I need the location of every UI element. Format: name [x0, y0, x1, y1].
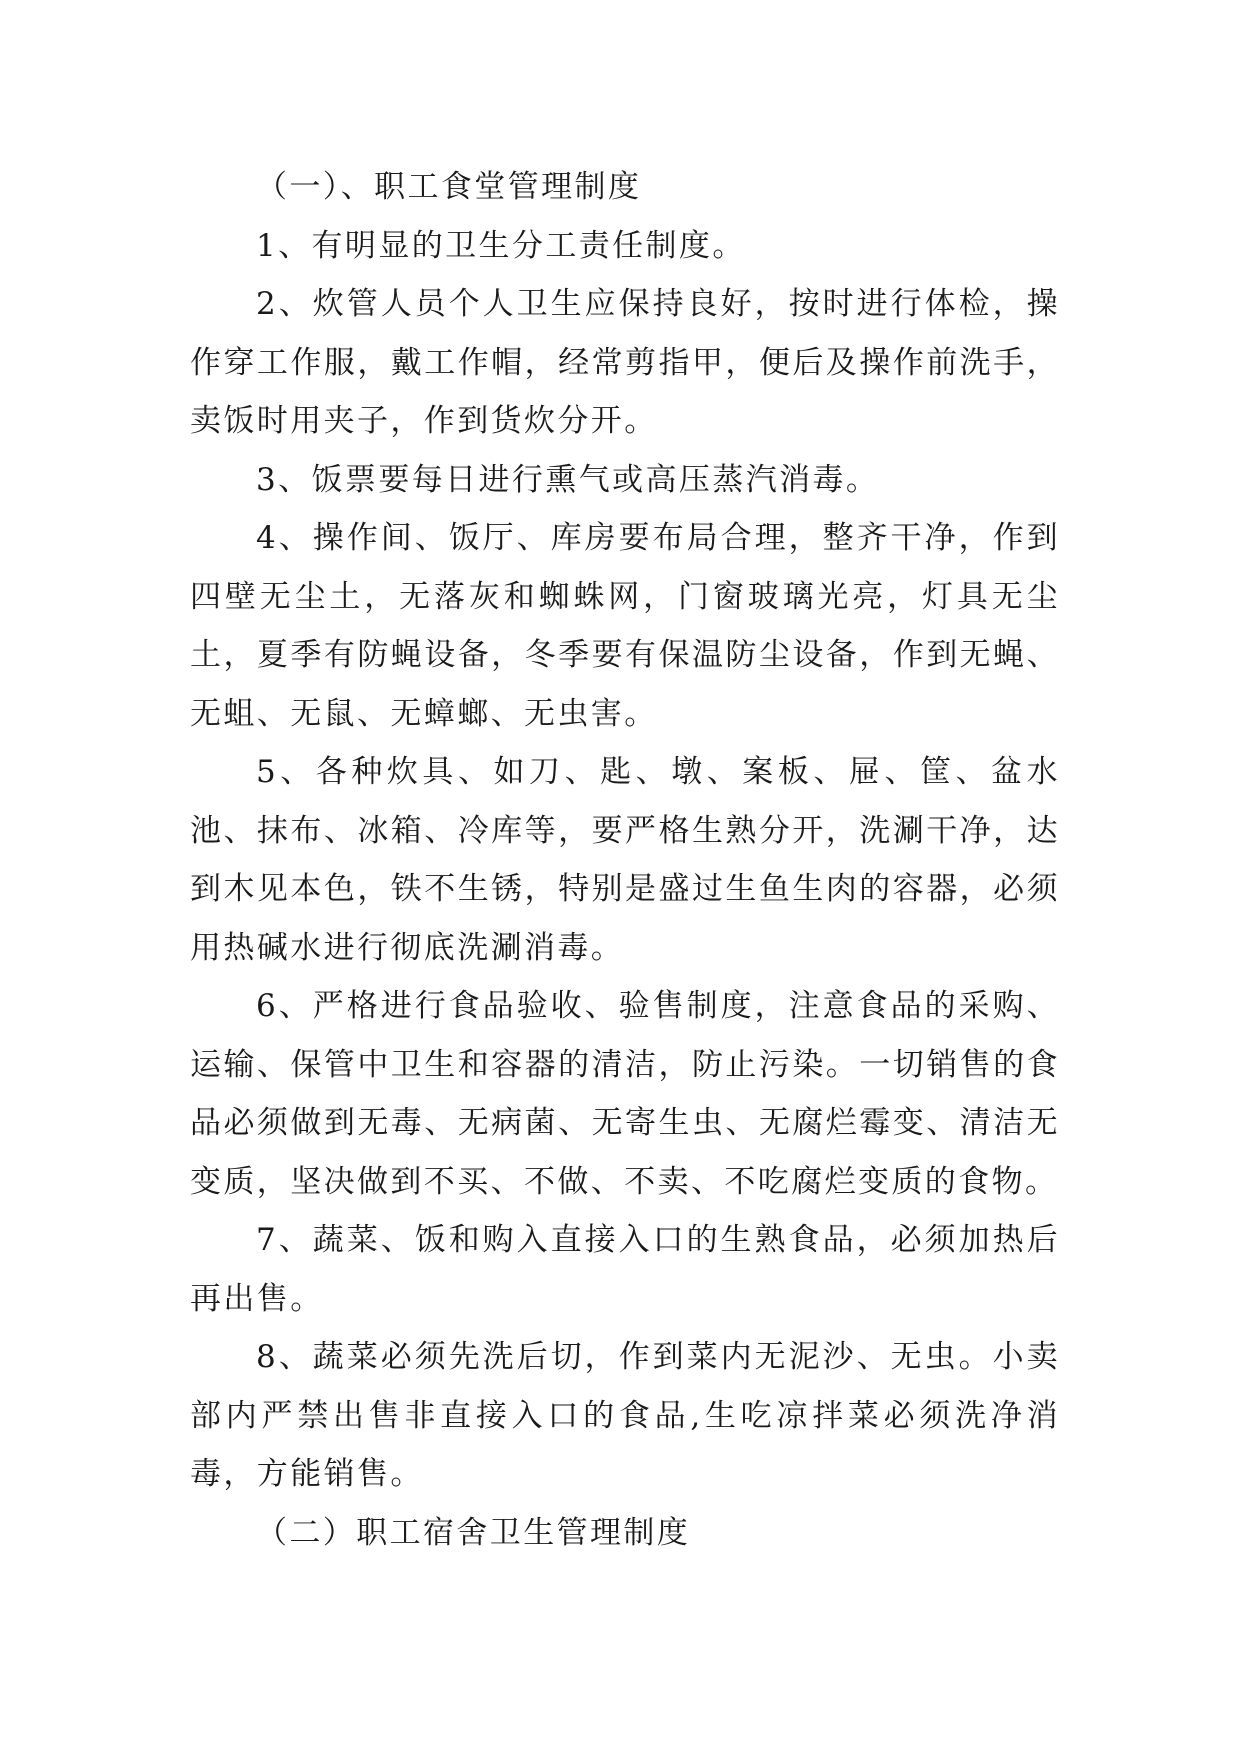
- section-heading-dormitory: （二）职工宿舍卫生管理制度: [256, 1514, 691, 1551]
- paragraph-5: 5、各种炊具、如刀、匙、墩、案板、屉、筐、盆水池、抹布、冰箱、冷库等，要严格生熟分开，洗涮干净，达到木见本色，铁不生锈，特别是盛过生鱼生肉的容器，必须用热碱水进行彻底洗涮消毒。: [190, 754, 1060, 966]
- section-heading-canteen: （一）、职工食堂管理制度: [256, 169, 642, 205]
- paragraph-4: 4、操作间、饭厅、库房要布局合理，整齐干净，作到四壁无尘土，无落灰和蜘蛛网，门窗玻璃光亮，灯具无尘土，夏季有防蝇设备，冬季要有保温防尘设备，作到无蝇、无蛆、无鼠、无蟑螂、无虫害。: [190, 520, 1060, 732]
- document-page: [190, 158, 1060, 1562]
- paragraph-6: 6、严格进行食品验收、验售制度，注意食品的采购、运输、保管中卫生和容器的清洁，防止污染。一切销售的食品必须做到无毒、无病菌、无寄生虫、无腐烂霉变、清洁无变质，坚决做到不买、不做、不卖、不吃腐烂变质的食物。: [190, 988, 1060, 1200]
- paragraph-1: 1、有明显的卫生分工责任制度。: [256, 227, 746, 264]
- paragraph-7: 7、蔬菜、饭和购入直接入口的生熟食品，必须加热后再出售。: [190, 1222, 1060, 1317]
- paragraph-2: 2、炊管人员个人卫生应保持良好，按时进行体检，操作穿工作服，戴工作帽，经常剪指甲，便后及操作前洗手，卖饭时用夹子，作到货炊分开。: [190, 286, 1060, 439]
- paragraph-8: 8、蔬菜必须先洗后切，作到菜内无泥沙、无虫。小卖部内严禁出售非直接入口的食品,生吃凉拌菜必须洗净消毒，方能销售。: [190, 1339, 1060, 1492]
- paragraph-3: 3、饭票要每日进行熏气或高压蒸汽消毒。: [256, 461, 880, 498]
